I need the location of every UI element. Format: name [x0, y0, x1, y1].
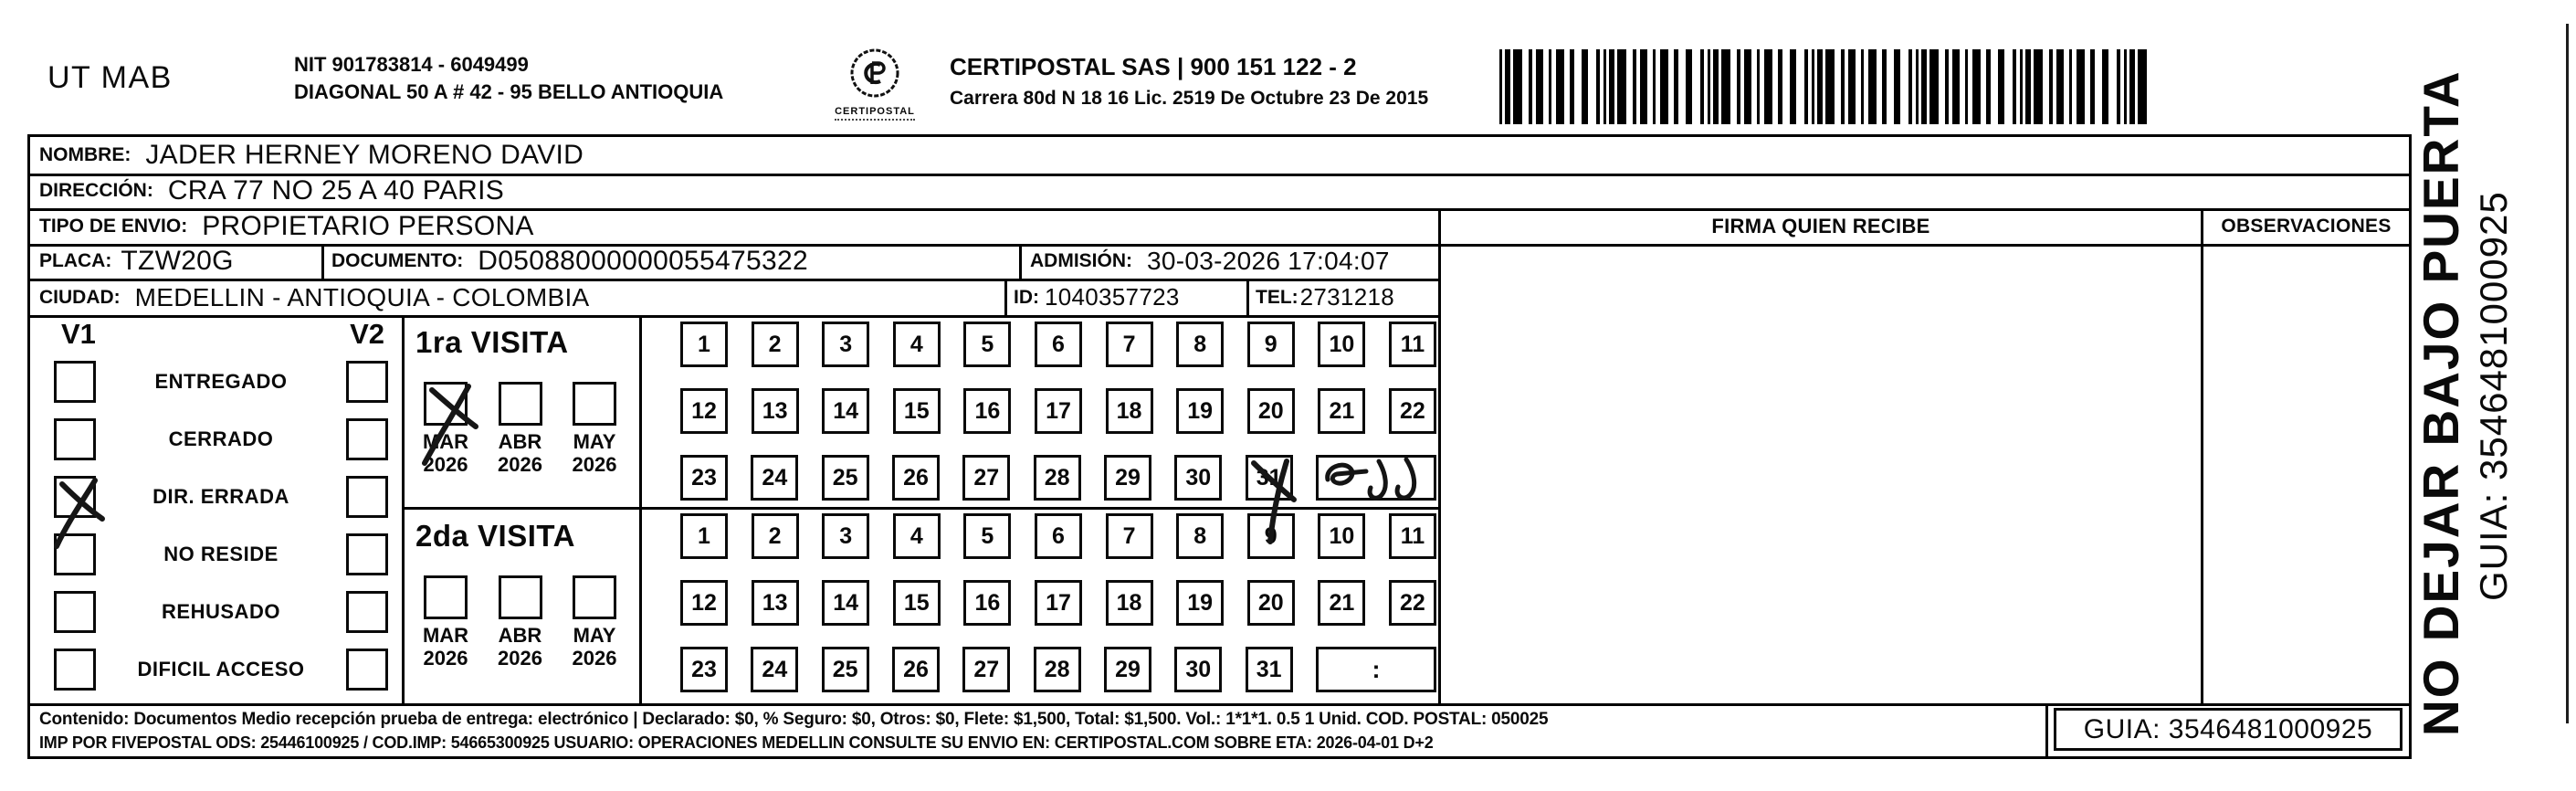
status-label: REHUSADO [162, 599, 280, 623]
admision-cell [1030, 245, 1390, 278]
status-label: DIR. ERRADA [152, 484, 289, 508]
day-cell: 27 [962, 455, 1010, 501]
month-checkbox [499, 382, 542, 426]
status-label: DIFICIL ACCESO [137, 657, 305, 680]
second-visit-months [405, 575, 639, 670]
barcode-bar [1894, 49, 1900, 124]
barcode-bar [1660, 49, 1668, 124]
barcode-bar [1790, 49, 1796, 124]
barcode-bar [1778, 49, 1782, 124]
status-label: CERRADO [168, 427, 274, 450]
barcode-bar [2090, 49, 2095, 124]
day-cell: 9 [1247, 513, 1295, 559]
day-cell: 12 [680, 580, 728, 626]
barcode-bar [1882, 49, 1887, 124]
month-checkbox [573, 382, 616, 426]
day-row [680, 388, 1436, 434]
day-cell: 2 [752, 322, 799, 367]
barcode-bar [1916, 49, 1919, 124]
ciudad-cell [39, 280, 590, 314]
barcode-bar [2117, 49, 2120, 124]
day-cell: 24 [751, 647, 798, 692]
day-row [680, 322, 1436, 367]
day-cell: 24 [751, 455, 798, 501]
ciudad-label: CIUDAD: [39, 286, 121, 308]
guia-number-box: GUIA: 3546481000925 [2054, 708, 2403, 751]
day-cell: 30 [1174, 455, 1222, 501]
barcode-bar [2013, 49, 2016, 124]
barcode-bar [1633, 49, 1636, 124]
month-label: MAR [422, 624, 469, 647]
certipostal-logo-icon [847, 46, 902, 100]
day-cell: 5 [963, 322, 1011, 367]
documento-value: D05088000000055475322 [478, 246, 808, 276]
barcode-bar [1640, 49, 1647, 124]
observaciones-area [2203, 247, 2409, 703]
documento-cell [331, 245, 808, 278]
barcode-bar [1505, 49, 1510, 124]
tipo-envio-row [39, 209, 534, 243]
barcode-bar [1617, 49, 1626, 124]
month-option [559, 575, 630, 670]
day-cell: 11 [1389, 322, 1436, 367]
status-item [39, 591, 397, 633]
day-cell: 9 [1247, 322, 1295, 367]
month-year: 2026 [498, 647, 542, 670]
barcode-bar [1744, 49, 1751, 124]
barcode-bar [1868, 49, 1877, 124]
side-guia-number: GUIA: 3546481000925 [2472, 191, 2515, 601]
day-cell: 14 [822, 388, 869, 434]
day-cell: 29 [1104, 647, 1151, 692]
second-visit-title: 2da VISITA [415, 519, 575, 553]
logo-underline [835, 119, 915, 121]
imp-line: IMP POR FIVEPOSTAL ODS: 25446100925 / COD.IMP: 54665300925 USUARIO: OPERACIONES MEDELLIN CONSULTE SU ENVIO EN: CERTIPOSTAL.COM SOBRE ETA: 2026-04-01 D+2 [39, 733, 1434, 752]
day-cell: 31 [1246, 455, 1293, 501]
barcode-bar [1812, 49, 1814, 124]
month-year: 2026 [423, 647, 468, 670]
divider [1246, 279, 1249, 318]
tel-value: 2731218 [1299, 283, 1394, 311]
barcode-bar [1998, 49, 2004, 124]
footer-text [39, 707, 2030, 754]
day-cell: 15 [893, 580, 941, 626]
logo-caption: CERTIPOSTAL [835, 106, 915, 117]
v1-checkbox [54, 533, 96, 575]
day-cell: 30 [1174, 647, 1222, 692]
day-cell: 25 [822, 455, 869, 501]
day-row [680, 647, 1436, 692]
day-cell: 7 [1106, 513, 1153, 559]
tipo-envio-value: PROPIETARIO PERSONA [202, 210, 534, 241]
divider [321, 244, 324, 281]
month-label: MAR [422, 430, 469, 453]
month-checkbox [573, 575, 616, 619]
day-cell: 4 [893, 322, 941, 367]
day-cell: 23 [680, 647, 728, 692]
barcode-bar [1841, 49, 1845, 124]
day-cell: 1 [680, 322, 728, 367]
day-cell: 14 [822, 580, 869, 626]
id-label: ID: [1014, 286, 1039, 308]
day-cell: 22 [1389, 388, 1436, 434]
barcode-bar [1986, 49, 1991, 124]
divider [2045, 703, 2048, 759]
certipostal-logo [822, 46, 928, 121]
day-cell: 20 [1247, 388, 1295, 434]
barcode-bar [1965, 49, 1968, 124]
barcode [1499, 49, 2179, 124]
day-cell: 8 [1176, 322, 1224, 367]
side-note [2413, 69, 2553, 736]
barcode-bar [2102, 49, 2108, 124]
company-name: CERTIPOSTAL SAS | 900 151 122 - 2 [950, 53, 1357, 80]
id-cell [1014, 280, 1180, 314]
barcode-bar [1945, 49, 1949, 124]
barcode-bar [1713, 49, 1719, 124]
barcode-bar [1536, 49, 1543, 124]
month-option [410, 575, 481, 670]
sender-name: UT MAB [47, 60, 173, 95]
observaciones-column-header: OBSERVACIONES [2221, 216, 2392, 237]
tel-cell [1256, 280, 1394, 314]
ciudad-value: MEDELLIN - ANTIOQUIA - COLOMBIA [134, 282, 590, 311]
day-cell: 31 [1246, 647, 1293, 692]
delivery-status-section [39, 318, 397, 698]
day-cell: 11 [1389, 513, 1436, 559]
barcode-bar [2025, 49, 2031, 124]
barcode-bar [2129, 49, 2135, 124]
day-cell: 3 [822, 513, 869, 559]
barcode-bar [1582, 49, 1588, 124]
barcode-bar [2138, 49, 2147, 124]
nombre-row [39, 138, 584, 173]
day-cell: 7 [1106, 322, 1153, 367]
day-cell: 8 [1176, 513, 1224, 559]
documento-label: DOCUMENTO: [331, 250, 464, 271]
barcode-bar [1817, 49, 1823, 124]
placa-cell [39, 245, 234, 278]
month-year: 2026 [572, 453, 617, 476]
day-cell: 29 [1104, 455, 1151, 501]
divider [639, 315, 642, 706]
v2-checkbox [346, 476, 388, 518]
day-row [680, 513, 1436, 559]
barcode-bar [2124, 49, 2127, 124]
day-cell: 20 [1247, 580, 1295, 626]
barcode-bar [1609, 49, 1614, 124]
month-option [485, 382, 556, 476]
v1-header: V1 [61, 318, 96, 350]
barcode-bar [1804, 49, 1808, 124]
day-cell: 23 [680, 455, 728, 501]
barcode-bar [1674, 49, 1678, 124]
barcode-bar [1529, 49, 1532, 124]
barcode-bar [1700, 49, 1704, 124]
v2-checkbox [346, 361, 388, 403]
month-label: MAY [573, 430, 616, 453]
day-cell: 15 [893, 388, 941, 434]
barcode-bar [1921, 49, 1927, 124]
barcode-bar [1861, 49, 1864, 124]
handwritten-signature [1316, 455, 1436, 501]
visit-columns-header [39, 318, 397, 353]
admision-label: ADMISIÓN: [1030, 250, 1132, 271]
month-option [559, 382, 630, 476]
month-year: 2026 [423, 453, 468, 476]
day-cell: 26 [892, 455, 940, 501]
day-row [680, 580, 1436, 626]
barcode-bar [1848, 49, 1856, 124]
first-visit-months [405, 382, 639, 476]
divider [402, 507, 1441, 510]
month-option [485, 575, 556, 670]
tipo-envio-label: TIPO DE ENVIO: [39, 215, 188, 237]
month-year: 2026 [498, 453, 542, 476]
day-cell: 28 [1034, 647, 1081, 692]
day-cell: 22 [1389, 580, 1436, 626]
first-visit-day-grid [680, 322, 1436, 501]
day-cell: 16 [963, 388, 1011, 434]
barcode-bar [1596, 49, 1600, 124]
divider [1019, 244, 1022, 281]
day-cell: 3 [822, 322, 869, 367]
barcode-bar [1952, 49, 1960, 124]
scan-edge-line [2566, 24, 2569, 723]
sender-address: DIAGONAL 50 A # 42 - 95 BELLO ANTIOQUIA [294, 80, 724, 103]
barcode-bar [2056, 49, 2064, 124]
company-info [950, 53, 1428, 110]
barcode-bar [1737, 49, 1740, 124]
v2-checkbox [346, 533, 388, 575]
barcode-bar [1708, 49, 1710, 124]
barcode-bar [2034, 49, 2043, 124]
divider [30, 703, 2409, 706]
time-cell: : [1316, 647, 1436, 692]
v1-checkbox [54, 649, 96, 691]
day-cell: 16 [963, 580, 1011, 626]
barcode-bar [1908, 49, 1912, 124]
day-cell: 19 [1176, 580, 1224, 626]
tel-label: TEL: [1256, 286, 1299, 308]
sender-nit: NIT 901783814 - 6049499 [294, 53, 529, 76]
barcode-bar [1686, 49, 1692, 124]
day-row [680, 455, 1436, 501]
month-label: ABR [498, 430, 542, 453]
status-rows [39, 353, 397, 698]
nombre-value: JADER HERNEY MORENO DAVID [145, 140, 584, 170]
barcode-bar [2069, 49, 2072, 124]
day-cell: 26 [892, 647, 940, 692]
direccion-row [39, 174, 504, 207]
day-cell: 10 [1318, 513, 1365, 559]
barcode-bar [1929, 49, 1939, 124]
v2-header: V2 [350, 318, 384, 350]
day-cell: 21 [1318, 388, 1365, 434]
company-address: Carrera 80d N 18 16 Lic. 2519 De Octubre 23 De 2015 [950, 88, 1429, 109]
second-visit-block [405, 512, 639, 703]
status-label: ENTREGADO [154, 369, 288, 393]
day-cell: 1 [680, 513, 728, 559]
status-item [39, 361, 397, 403]
barcode-bar [1653, 49, 1656, 124]
v2-checkbox [346, 591, 388, 633]
firma-column-header: FIRMA QUIEN RECIBE [1711, 215, 1930, 237]
status-label: NO RESIDE [163, 542, 279, 565]
day-cell: 19 [1176, 388, 1224, 434]
id-value: 1040357723 [1045, 283, 1180, 311]
barcode-bar [2020, 49, 2023, 124]
barcode-bar [1603, 49, 1606, 124]
day-cell: 10 [1318, 322, 1365, 367]
placa-label: PLACA: [39, 250, 112, 271]
second-visit-day-grid [680, 513, 1436, 692]
day-cell: 5 [963, 513, 1011, 559]
day-cell: 18 [1106, 388, 1153, 434]
direccion-value: CRA 77 NO 25 A 40 PARIS [167, 175, 505, 206]
barcode-bar [1556, 49, 1564, 124]
direccion-label: DIRECCIÓN: [39, 180, 153, 201]
waybill-table [27, 134, 2412, 759]
day-cell: 2 [752, 513, 799, 559]
day-cell: 17 [1035, 388, 1082, 434]
contents-line: Contenido: Documentos Medio recepción prueba de entrega: electrónico | Declarado: $0, % Seguro: $0, Otros: $0, Flete: $1,500, Total: $1,500. Vol.: 1*1*1. 0.5 1 Unid. COD. POSTAL: 050025 [39, 710, 1549, 729]
day-cell: 13 [752, 580, 799, 626]
day-cell: 25 [822, 647, 869, 692]
status-item [39, 418, 397, 460]
placa-value: TZW20G [121, 246, 234, 276]
month-option [410, 382, 481, 476]
day-cell: 18 [1106, 580, 1153, 626]
barcode-bar [1499, 49, 1502, 124]
v1-checkbox [54, 476, 96, 518]
status-item [39, 476, 397, 518]
month-checkbox [424, 575, 468, 619]
status-item [39, 649, 397, 691]
no-dejar-warning: NO DEJAR BAJO PUERTA [2413, 69, 2469, 736]
month-label: MAY [573, 624, 616, 647]
month-label: ABR [498, 624, 542, 647]
day-cell: 12 [680, 388, 728, 434]
nombre-label: NOMBRE: [39, 144, 131, 165]
barcode-bar [1570, 49, 1574, 124]
side-note-inner [2413, 69, 2553, 736]
first-visit-title: 1ra VISITA [415, 325, 569, 359]
day-cell: 28 [1034, 455, 1081, 501]
day-cell: 21 [1318, 580, 1365, 626]
day-cell: 6 [1035, 322, 1082, 367]
barcode-bar [1757, 49, 1760, 124]
month-checkbox [424, 382, 468, 426]
barcode-bar [1764, 49, 1772, 124]
status-item [39, 533, 397, 575]
v1-checkbox [54, 591, 96, 633]
barcode-bar [1513, 49, 1522, 124]
admision-value: 30-03-2026 17:04:07 [1147, 247, 1390, 275]
v2-checkbox [346, 649, 388, 691]
v1-checkbox [54, 418, 96, 460]
day-cell: 6 [1035, 513, 1082, 559]
barcode-bar [1549, 49, 1551, 124]
sender-info [294, 51, 723, 106]
firma-signature-area [1441, 247, 2201, 703]
barcode-bar [1721, 49, 1730, 124]
barcode-bar [1972, 49, 1981, 124]
v2-checkbox [346, 418, 388, 460]
divider [1004, 279, 1007, 318]
barcode-bar [2077, 49, 2085, 124]
month-year: 2026 [572, 647, 617, 670]
first-visit-block [405, 318, 639, 505]
day-cell: 27 [962, 647, 1010, 692]
barcode-bar [1825, 49, 1835, 124]
day-cell: 4 [893, 513, 941, 559]
barcode-bar [2049, 49, 2053, 124]
day-cell: 17 [1035, 580, 1082, 626]
month-checkbox [499, 575, 542, 619]
day-cell: 13 [752, 388, 799, 434]
v1-checkbox [54, 361, 96, 403]
